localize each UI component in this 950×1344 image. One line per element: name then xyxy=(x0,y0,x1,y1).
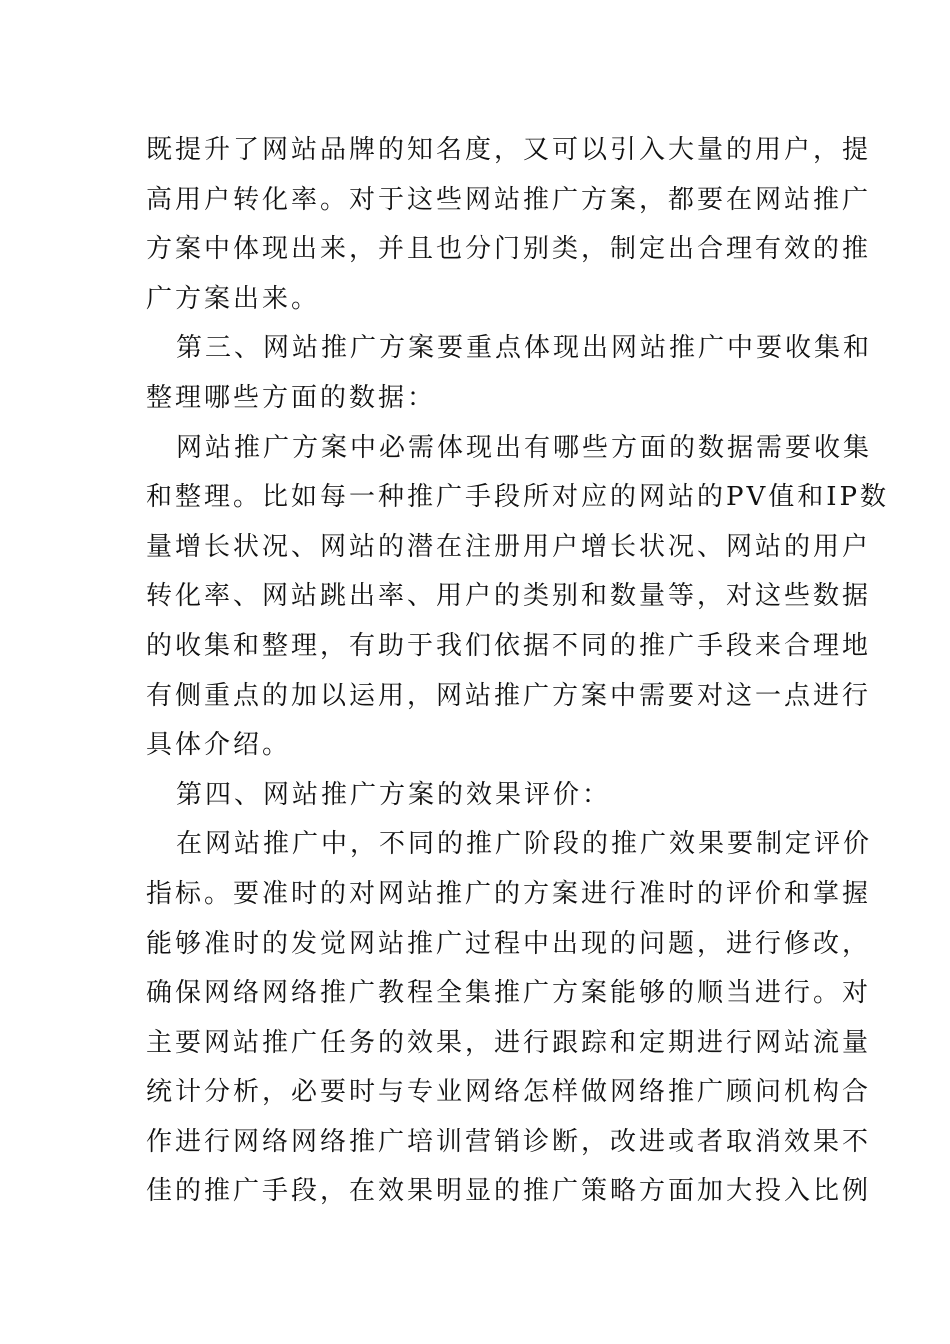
text-line: 高用户转化率。对于这些网站推广方案，都要在网站推广 xyxy=(146,184,872,215)
text-line: 量增长状况、网站的潜在注册用户增长状况、网站的用户 xyxy=(146,531,872,562)
text-line: 转化率、网站跳出率、用户的类别和数量等，对这些数据 xyxy=(146,581,872,612)
text-line: 和整理。比如每一种推广手段所对应的网站的PV值和IP数 xyxy=(146,482,890,513)
text-line: 主要网站推广任务的效果，进行跟踪和定期进行网站流量 xyxy=(146,1027,872,1058)
text-line: 方案中体现出来，并且也分门别类，制定出合理有效的推 xyxy=(146,234,872,265)
text-line: 网站推广方案中必需体现出有哪些方面的数据需要收集 xyxy=(176,432,873,463)
text-line: 统计分析，必要时与专业网络怎样做网络推广顾问机构合 xyxy=(146,1077,872,1108)
text-line: 有侧重点的加以运用，网站推广方案中需要对这一点进行 xyxy=(146,680,872,711)
text-line: 整理哪些方面的数据： xyxy=(146,382,437,413)
text-line: 的收集和整理，有助于我们依据不同的推广手段来合理地 xyxy=(146,630,872,661)
text-line: 广方案出来。 xyxy=(146,283,321,314)
text-line: 作进行网络网络推广培训营销诊断，改进或者取消效果不 xyxy=(146,1126,872,1157)
body-text xyxy=(146,126,890,1217)
text-line: 第四、网站推广方案的效果评价： xyxy=(176,779,612,810)
text-line: 具体介绍。 xyxy=(146,730,292,761)
text-line: 既提升了网站品牌的知名度，又可以引入大量的用户，提 xyxy=(146,135,872,165)
text-line: 佳的推广手段，在效果明显的推广策略方面加大投入比例 xyxy=(146,1176,872,1207)
text-line: 在网站推广中，不同的推广阶段的推广效果要制定评价 xyxy=(176,829,873,860)
text-line: 确保网络网络推广教程全集推广方案能够的顺当进行。对 xyxy=(146,978,872,1009)
text-line: 第三、网站推广方案要重点体现出网站推广中要收集和 xyxy=(176,333,873,364)
text-line: 指标。要准时的对网站推广的方案进行准时的评价和掌握 xyxy=(146,878,872,909)
text-line: 能够准时的发觉网站推广过程中出现的问题，进行修改， xyxy=(146,928,872,959)
